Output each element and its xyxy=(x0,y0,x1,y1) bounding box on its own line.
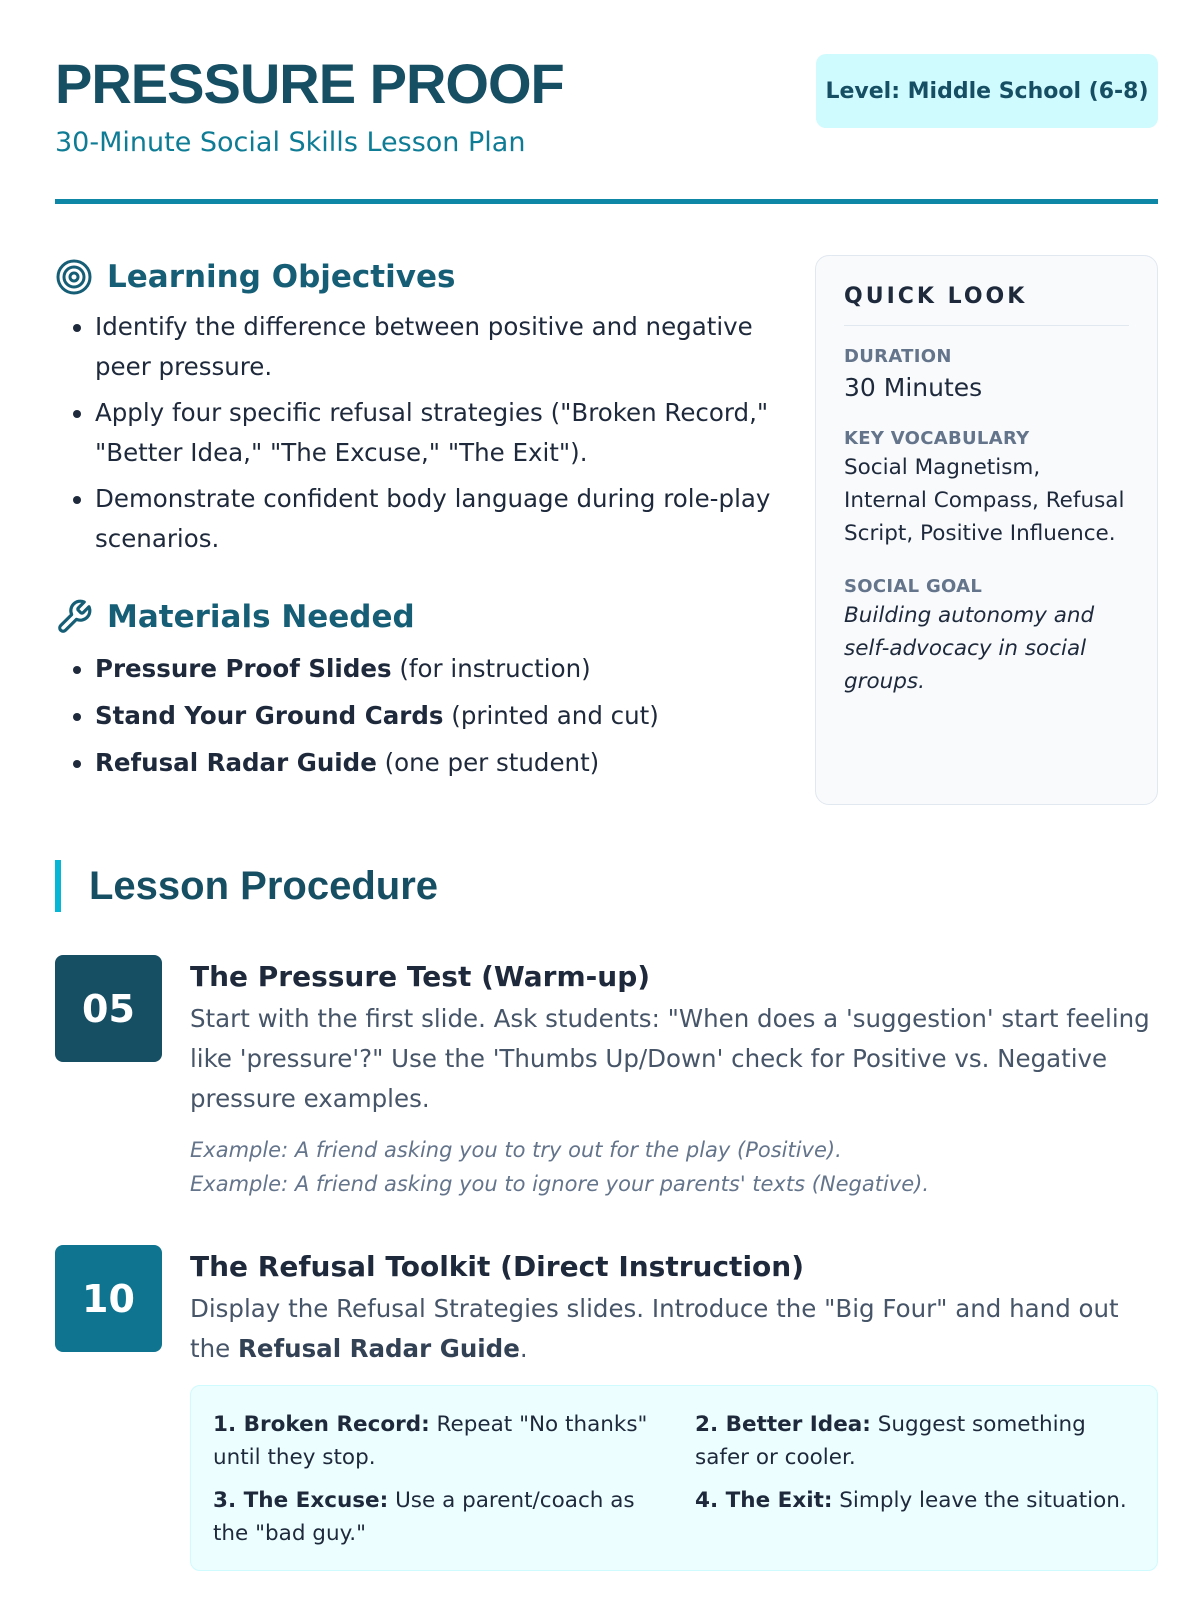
strategy-item xyxy=(213,1484,655,1550)
vocab-label: KEY VOCABULARY xyxy=(844,428,1030,449)
duration-label: DURATION xyxy=(844,346,952,367)
procedure-heading: Lesson Procedure xyxy=(89,863,439,908)
page-subtitle: 30-Minute Social Skills Lesson Plan xyxy=(55,127,526,158)
materials-heading: Materials Needed xyxy=(107,599,415,635)
step-body xyxy=(190,955,1158,1201)
wrench-icon xyxy=(55,598,93,636)
objective-item: • Identify the difference between positive and negative peer pressure. xyxy=(95,307,795,387)
material-name: Pressure Proof Slides xyxy=(95,654,392,683)
step-description-end: . xyxy=(519,1334,528,1363)
duration-value: 30 Minutes xyxy=(844,373,983,402)
objectives-list xyxy=(55,307,795,559)
material-name: Stand Your Ground Cards xyxy=(95,701,444,730)
procedure-heading-row xyxy=(55,860,438,912)
strategy-text: Simply leave the situation. xyxy=(832,1488,1127,1513)
vocab-value: Social Magnetism, Internal Compass, Refusal Script, Positive Influence. xyxy=(844,455,1125,546)
step-minutes-badge: 05 xyxy=(55,955,162,1062)
strategy-item xyxy=(695,1408,1137,1474)
material-item xyxy=(95,649,795,689)
strategy-name: 4. The Exit: xyxy=(695,1488,833,1513)
strategy-text: Repeat "No thanks" until they stop. xyxy=(213,1412,648,1470)
step-title: The Pressure Test (Warm-up) xyxy=(190,960,651,993)
step-examples xyxy=(190,1133,1158,1201)
page-title: PRESSURE PROOF xyxy=(55,52,564,115)
material-note: (for instruction) xyxy=(391,654,591,683)
strategy-item xyxy=(695,1484,1137,1550)
goal-value: Building autonomy and self-advocacy in social groups. xyxy=(844,603,1095,694)
strategy-name: 3. The Excuse: xyxy=(213,1488,389,1513)
materials-list xyxy=(55,649,795,783)
left-column xyxy=(55,255,795,790)
step-description-text: Display the Refusal Strategies slides. Introduce the "Big Four" and hand out the xyxy=(190,1294,1119,1363)
objectives-heading-row xyxy=(55,255,795,299)
material-note: (printed and cut) xyxy=(443,701,659,730)
quick-look-title: QUICK LOOK xyxy=(844,284,1129,326)
step-description: Start with the first slide. Ask students: "When does a 'suggestion' start feeling like 'pressure'?" Use the 'Thumbs Up/Down' check for Positive vs. Negative pressure examples. xyxy=(190,1004,1150,1113)
material-item xyxy=(95,696,795,736)
procedure-accent-bar xyxy=(55,860,61,912)
quick-look-card xyxy=(815,255,1158,805)
objectives-heading: Learning Objectives xyxy=(107,259,456,295)
step-title: The Refusal Toolkit (Direct Instruction) xyxy=(190,1250,805,1283)
strategy-item xyxy=(213,1408,655,1474)
strategy-name: 1. Broken Record: xyxy=(213,1412,430,1437)
objective-item: • Demonstrate confident body language during role-play scenarios. xyxy=(95,479,795,559)
level-badge: Level: Middle School (6-8) xyxy=(816,54,1158,128)
goal-label: SOCIAL GOAL xyxy=(844,576,983,597)
materials-heading-row xyxy=(55,595,795,639)
step-description-bold: Refusal Radar Guide xyxy=(238,1334,520,1363)
strategy-text: Use a parent/coach as the "bad guy." xyxy=(213,1488,635,1546)
example-line: Example: A friend asking you to try out for the play (Positive). xyxy=(190,1138,842,1162)
step-body xyxy=(190,1245,1158,1571)
strategies-box xyxy=(190,1385,1158,1571)
target-icon xyxy=(55,258,93,296)
material-note: (one per student) xyxy=(376,748,600,777)
material-item xyxy=(95,743,795,783)
objective-item: • Apply four specific refusal strategies ("Broken Record," "Better Idea," "The Excuse," "The Exit"). xyxy=(95,393,795,473)
header xyxy=(55,0,1158,204)
step-description xyxy=(190,1289,1158,1369)
example-line: Example: A friend asking you to ignore your parents' texts (Negative). xyxy=(190,1172,929,1196)
step-minutes-badge: 10 xyxy=(55,1245,162,1352)
material-name: Refusal Radar Guide xyxy=(95,748,377,777)
lesson-plan-page xyxy=(55,0,1158,1546)
strategy-name: 2. Better Idea: xyxy=(695,1412,871,1437)
strategy-text: Suggest something safer or cooler. xyxy=(695,1412,1086,1470)
